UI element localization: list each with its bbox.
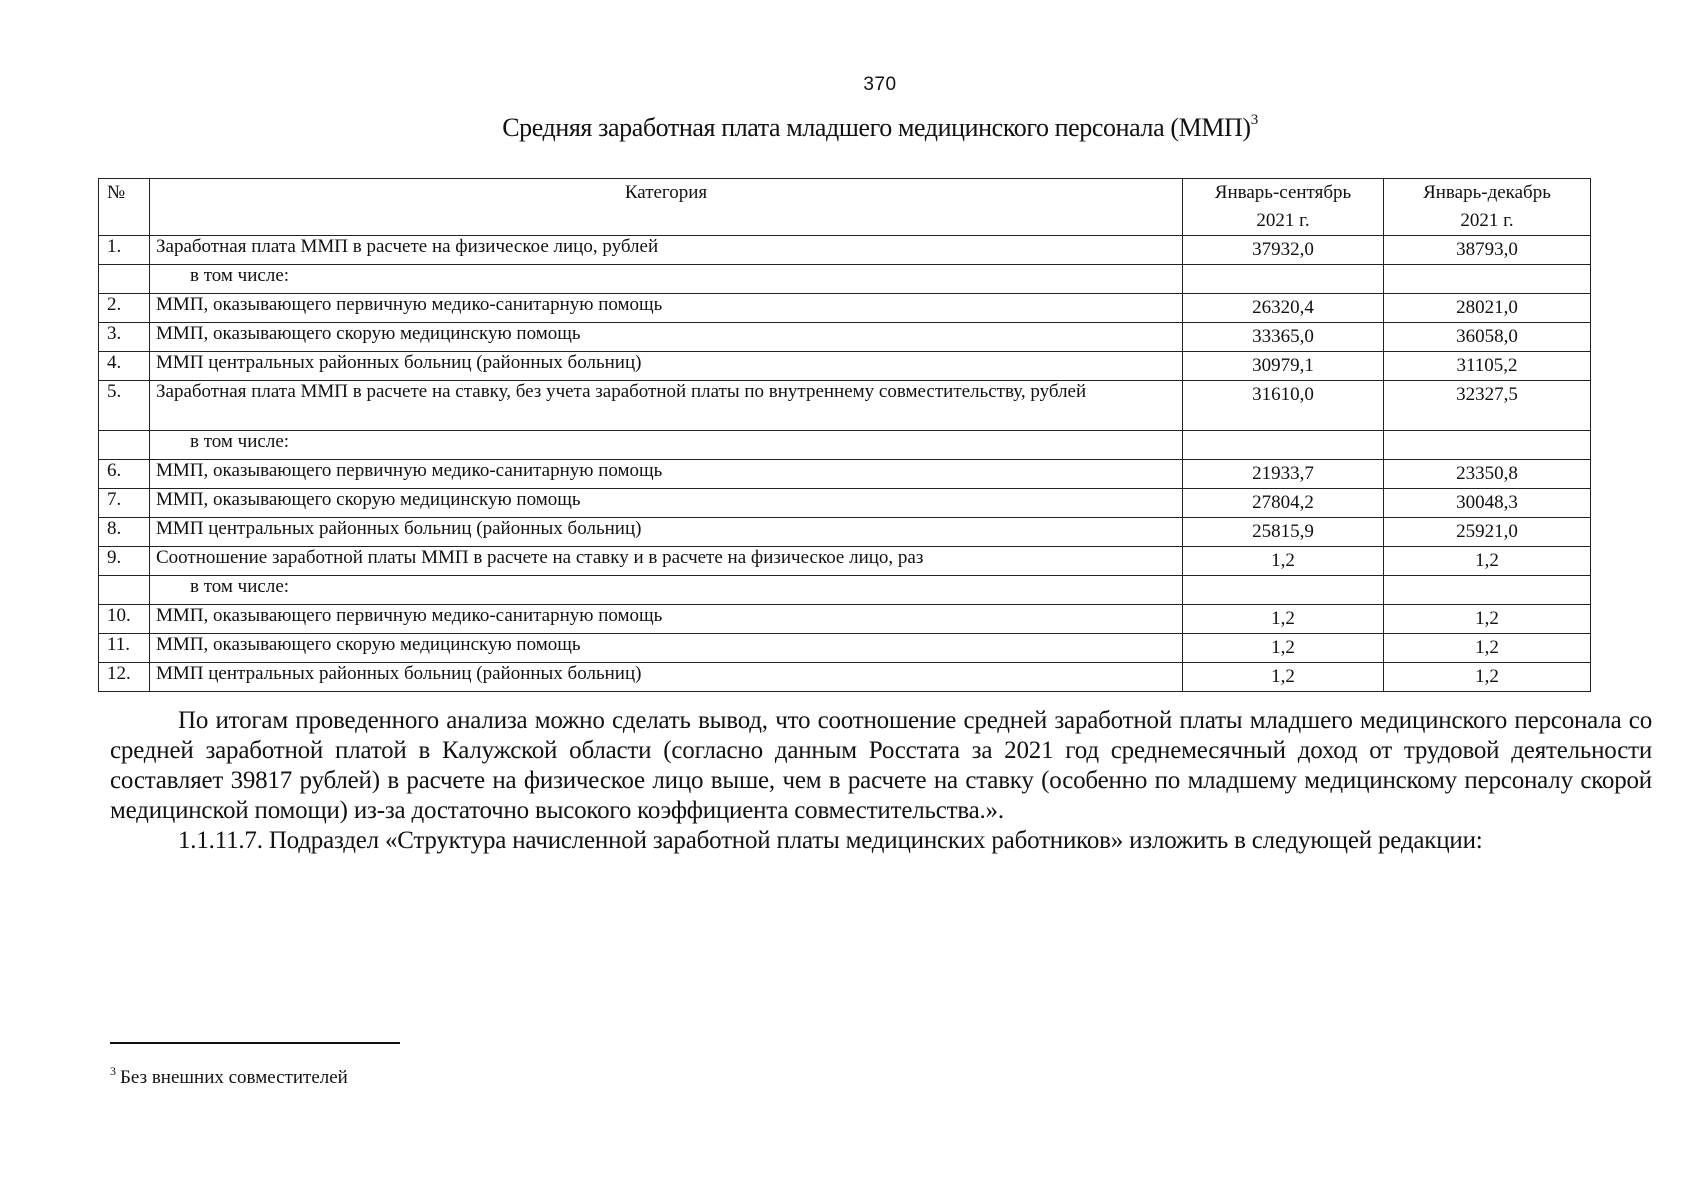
row-category: ММП, оказывающего скорую медицинскую помощь (150, 323, 1183, 352)
row-number: 3. (99, 323, 150, 352)
row-category: Заработная плата ММП в расчете на ставку, без учета заработной платы по внутреннему совместительству, рублей (150, 381, 1183, 431)
table-title (0, 113, 1697, 143)
table-row (99, 489, 1591, 518)
table-row-subheading (99, 576, 1591, 605)
row-category: ММП, оказывающего первичную медико-санитарную помощь (150, 460, 1183, 489)
row-number: 9. (99, 547, 150, 576)
table-row (99, 634, 1591, 663)
row-value-jan-sep (1183, 265, 1384, 294)
footnote-text: Без внешних совместителей (120, 1067, 348, 1088)
row-category: в том числе: (150, 431, 1183, 460)
table-row-subheading (99, 431, 1591, 460)
row-value-jan-sep: 1,2 (1183, 663, 1384, 692)
row-value-jan-dec (1384, 431, 1591, 460)
row-value-jan-sep: 1,2 (1183, 547, 1384, 576)
row-value-jan-dec: 23350,8 (1384, 460, 1591, 489)
row-value-jan-dec: 30048,3 (1384, 489, 1591, 518)
row-value-jan-dec: 1,2 (1384, 547, 1591, 576)
conclusion-paragraph: По итогам проведенного анализа можно сделать вывод, что соотношение средней заработной платы младшего медицинского персонала со средней заработной платой в Калужской области (согласно данным Росстата за 2021 год среднемесячный доход от трудовой деятельности составляет 39817 рублей) в расчете на физическое лицо выше, чем в расчете на ставку (особенно по младшему медицинскому персоналу скорой медицинской помощи) из-за достаточно высокого коэффициента совместительства.». (110, 707, 1652, 824)
row-value-jan-sep: 31610,0 (1183, 381, 1384, 431)
table-row (99, 460, 1591, 489)
footnote-marker: 3 (110, 1064, 116, 1078)
table-row-subheading (99, 265, 1591, 294)
row-value-jan-sep: 26320,4 (1183, 294, 1384, 323)
salary-table (98, 178, 1591, 692)
row-value-jan-dec (1384, 265, 1591, 294)
row-category: ММП, оказывающего скорую медицинскую помощь (150, 489, 1183, 518)
row-number: 11. (99, 634, 150, 663)
row-category: в том числе: (150, 265, 1183, 294)
row-value-jan-dec: 1,2 (1384, 634, 1591, 663)
header-category: Категория (150, 179, 1183, 236)
footnote (110, 1064, 348, 1089)
row-number: 1. (99, 236, 150, 265)
row-number (99, 265, 150, 294)
row-value-jan-sep: 1,2 (1183, 605, 1384, 634)
table-row (99, 236, 1591, 265)
header-number: № (99, 179, 150, 236)
row-category: ММП центральных районных больниц (районных больниц) (150, 663, 1183, 692)
row-value-jan-dec: 36058,0 (1384, 323, 1591, 352)
table-row (99, 294, 1591, 323)
row-number: 4. (99, 352, 150, 381)
row-value-jan-sep: 33365,0 (1183, 323, 1384, 352)
row-value-jan-sep: 27804,2 (1183, 489, 1384, 518)
header-period-jan-sep-line2: 2021 г. (1256, 210, 1310, 231)
table-row (99, 605, 1591, 634)
row-value-jan-dec: 38793,0 (1384, 236, 1591, 265)
table-row (99, 663, 1591, 692)
row-value-jan-sep (1183, 576, 1384, 605)
row-number: 6. (99, 460, 150, 489)
header-period-jan-dec-line1: Январь-декабрь (1423, 182, 1551, 203)
row-value-jan-dec: 1,2 (1384, 605, 1591, 634)
row-value-jan-sep: 30979,1 (1183, 352, 1384, 381)
row-value-jan-dec: 25921,0 (1384, 518, 1591, 547)
row-value-jan-sep: 21933,7 (1183, 460, 1384, 489)
table-row (99, 547, 1591, 576)
header-period-jan-sep (1183, 179, 1384, 236)
table-title-text: Средняя заработная плата младшего медицинского персонала (ММП) (502, 113, 1251, 142)
row-value-jan-dec: 31105,2 (1384, 352, 1591, 381)
table-row (99, 381, 1591, 431)
header-period-jan-dec-line2: 2021 г. (1460, 210, 1514, 231)
row-number (99, 576, 150, 605)
row-value-jan-sep: 1,2 (1183, 634, 1384, 663)
row-number: 2. (99, 294, 150, 323)
header-period-jan-sep-line1: Январь-сентябрь (1214, 182, 1352, 203)
row-number: 8. (99, 518, 150, 547)
row-number: 5. (99, 381, 150, 431)
row-category: Заработная плата ММП в расчете на физическое лицо, рублей (150, 236, 1183, 265)
row-number (99, 431, 150, 460)
row-value-jan-dec: 1,2 (1384, 663, 1591, 692)
row-category: ММП центральных районных больниц (районных больниц) (150, 518, 1183, 547)
row-category: в том числе: (150, 576, 1183, 605)
footnote-separator (110, 1042, 400, 1044)
table-row (99, 352, 1591, 381)
footnote-reference: 3 (1250, 112, 1258, 128)
row-value-jan-dec: 32327,5 (1384, 381, 1591, 431)
table-row (99, 518, 1591, 547)
row-number: 10. (99, 605, 150, 634)
header-period-jan-dec (1384, 179, 1591, 236)
body-text (110, 706, 1652, 856)
table-header-row (99, 179, 1591, 236)
row-category: Соотношение заработной платы ММП в расчете на ставку и в расчете на физическое лицо, раз (150, 547, 1183, 576)
table-row (99, 323, 1591, 352)
row-category: ММП, оказывающего первичную медико-санитарную помощь (150, 294, 1183, 323)
page-number: 370 (863, 74, 897, 95)
row-value-jan-sep: 25815,9 (1183, 518, 1384, 547)
row-value-jan-sep (1183, 431, 1384, 460)
row-value-jan-sep: 37932,0 (1183, 236, 1384, 265)
row-value-jan-dec: 28021,0 (1384, 294, 1591, 323)
row-category: ММП центральных районных больниц (районных больниц) (150, 352, 1183, 381)
row-number: 12. (99, 663, 150, 692)
section-amendment-paragraph: 1.1.11.7. Подраздел «Структура начисленной заработной платы медицинских работников» изложить в следующей редакции: (178, 827, 1483, 854)
row-number: 7. (99, 489, 150, 518)
row-category: ММП, оказывающего первичную медико-санитарную помощь (150, 605, 1183, 634)
row-value-jan-dec (1384, 576, 1591, 605)
row-category: ММП, оказывающего скорую медицинскую помощь (150, 634, 1183, 663)
